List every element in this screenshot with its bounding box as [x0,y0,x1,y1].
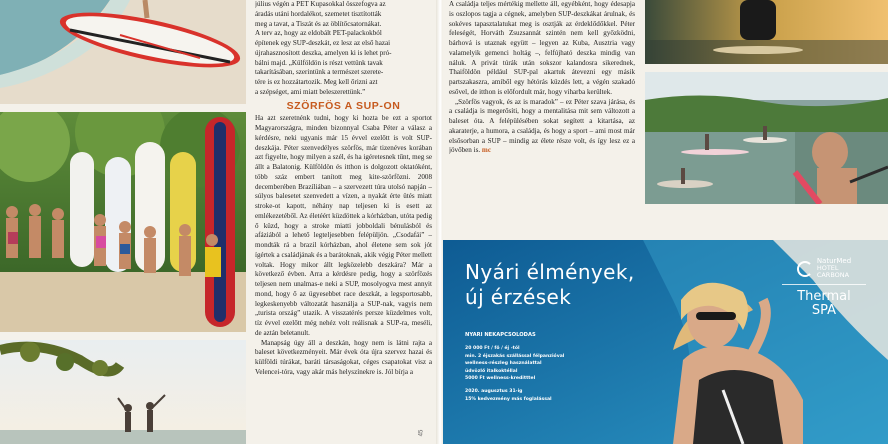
logo-divider [782,284,866,285]
logo-name: CARBONA [816,271,850,279]
article-paragraph: Manapság úgy áll a deszkán, hogy nem is látni rajta a baleset következményeit. Már évek óta újra szervez hazai és külföldi túrákat, baráti társaságokat, céges csapatokat visz a Velencei-tóra, vagy akár más helyszínekre is. Jól bírja a [255,338,432,376]
photo-paddlers-river [645,72,888,204]
ad-headline-line1: Nyári élmények, [465,260,635,284]
text-line: A terv az, hogy az eldobált PET-palackokból [255,29,382,38]
text-line: építenek egy SUP-deszkát, ez lesz az első hazai [255,39,391,47]
text-line: tére is ez hozzátartozik. Meg kell őrizni azt [255,78,378,86]
logo-swirl-icon [797,261,813,277]
photo-group-with-boards [0,112,246,332]
ad-headline [465,260,635,310]
section-subheading: SZÖRFÖS A SUP-ON [286,99,401,112]
ad-offer-line: min. 2 éjszakás szállással félpanzióval [465,353,565,359]
page-gutter [436,0,443,444]
article-paragraph [449,98,635,157]
logo-spa: SPA [811,303,837,318]
author-signature: mc [481,146,491,155]
ad-offer-details [465,332,615,403]
text-line: július végén a PET Kupasokkal összefogva az [255,0,386,8]
text-line: bálni majd. „Külföldön is részt vettünk tavak [255,58,383,67]
ad-offer-line: 5000 Ft wellness-kreditttel [465,376,536,382]
text-line: meg a tavat, a Tiszát és az öblítőcsatornákat. [255,19,382,28]
closing-paragraph: „Szörfös vagyok, és az is maradok” – ez Péter szava járása, és a családja is megerősíti, hogy a mentalitása mit sem változott a baleset óta. A felépülésében sokat segített a kitartása, az akaraterje, a humora, a családja, és hogy a sport – ami most már elsősorban a SUP – mindig az élete része volt, és így lesz ez a jövőben is. [449,97,635,155]
text-line: újrahasznosított deszka, amelyen ki is lehet pró- [255,48,392,57]
photo-couple-sunset-lake [0,340,246,444]
article-paragraph: Ha azt szeretnénk tudni, hogy ki hozta be ezt a sportot Magyarországra, minden bizonnyal Csaba Péter a válasz a kérdésre, neki ugyanis már 15 évvel ezelőtt is volt SUP-deszkája. Péter szenvedélyes szörfös, már tizenéves korában azt figyelte, hogy milyen a szél, és ha igéretesnek tűnt, meg se állt a Balatonig. Külföldön és itthon is dolgozott oktatóként, több száz embert tanított meg kite-szörfözni. 2008 decemberében Brazíliában – a szervezett túra utolsó napján – súlyos balesetet szenvedett a vízen, a nyakát érte ütés miatt stroke-ot kapott, néhány nap teljesen ki is esett az emlékezetéből. Az életéért küzdöttek a kórházban, utóta pedig ő küzd, hogy a stroke miatti jobboldali bénulásból és afáziából a lehető legteljesebben felépüljön. „Csodafái” – mondták rá a brazil kórházban, ahol életene sem sok jót ígértek a családjának és a barátoknak, akik végig Péter mellett voltak. Hogy mikor állt legközelebb deszkára? Már a következő évben. Arra a kérdésre pedig, hogy a szörfözés teljesen nem unalmas-e neki a SUP, mosolyogva mest annyit mond, hogy ő az ügyesebbet race deszkát, a legsportosabb, legkeskenyebb változatát használja a SUP-nak, vagyis nem „turista ország” utazik. A visszatérés persze küzdelmes volt, tíz évvel ezelőtt még nehéz volt reálisnak a SUP-ra, meséli, de aztán beletanult. [255,114,432,337]
page-number: 45 [418,429,425,437]
ad-offer-heading: NYÁRI NEKAPCSOLÓDÁS [465,332,536,338]
logo-hotel: HOTEL [816,264,839,272]
article-column-left [255,0,432,444]
article-column-right [449,0,635,232]
ad-headline-line2: új érzések [465,285,572,309]
ad-offer-line: üdvözlő italkoktéllal [465,368,518,374]
hotel-logo[interactable] [776,258,872,318]
text-line: a szépséget, ami miatt beleszerettünk.” [255,87,366,96]
logo-thermal: Thermal [797,289,851,304]
ad-offer-line: 15% kedvezmény más foglalással [465,396,552,402]
ad-offer-line: 2020. augusztus 31-ig [465,389,523,395]
photo-sup-board-beach [0,0,246,104]
logo-brand: NaturMed [816,257,852,265]
ad-offer-line: 20 000 Ft / fő / éj -tól [465,346,520,352]
article-paragraph: A családja teljes mértékig mellette áll, egyébként, hogy édesapja is oszlopos tagja a cégnek, amelyben SUP-deszkákat árulnak, és sokéves tapasztalatukat meg is osztják az érdeklődőkkel. Péter feleségét, Horváth Zsuzsannát szintén nem kell győzködni, bárhová is utaznak együtt – legyen az Kuba, Ausztria vagy valamelyik gemenci holtág –, felfújható deszka mindig van náluk. A privát túrák után sokszor kalandosra sikerednek, Thaiföldön például SUP-pal akartuk átevezni egy másik partszakaszra, amiből egy hétórás küzdés lett, a végén szakadó esővel, de itthon is előfordult már, hogy viharba kerültek. [449,0,635,96]
ad-offer-line: wellness-részleg használattal [465,361,542,367]
text-line: áradás utáni hordalékot, szemetet tisztították [255,9,382,18]
text-line: takarításában, szerintünk a természet szerete- [255,68,384,77]
photo-paddler-sunset [645,0,888,64]
